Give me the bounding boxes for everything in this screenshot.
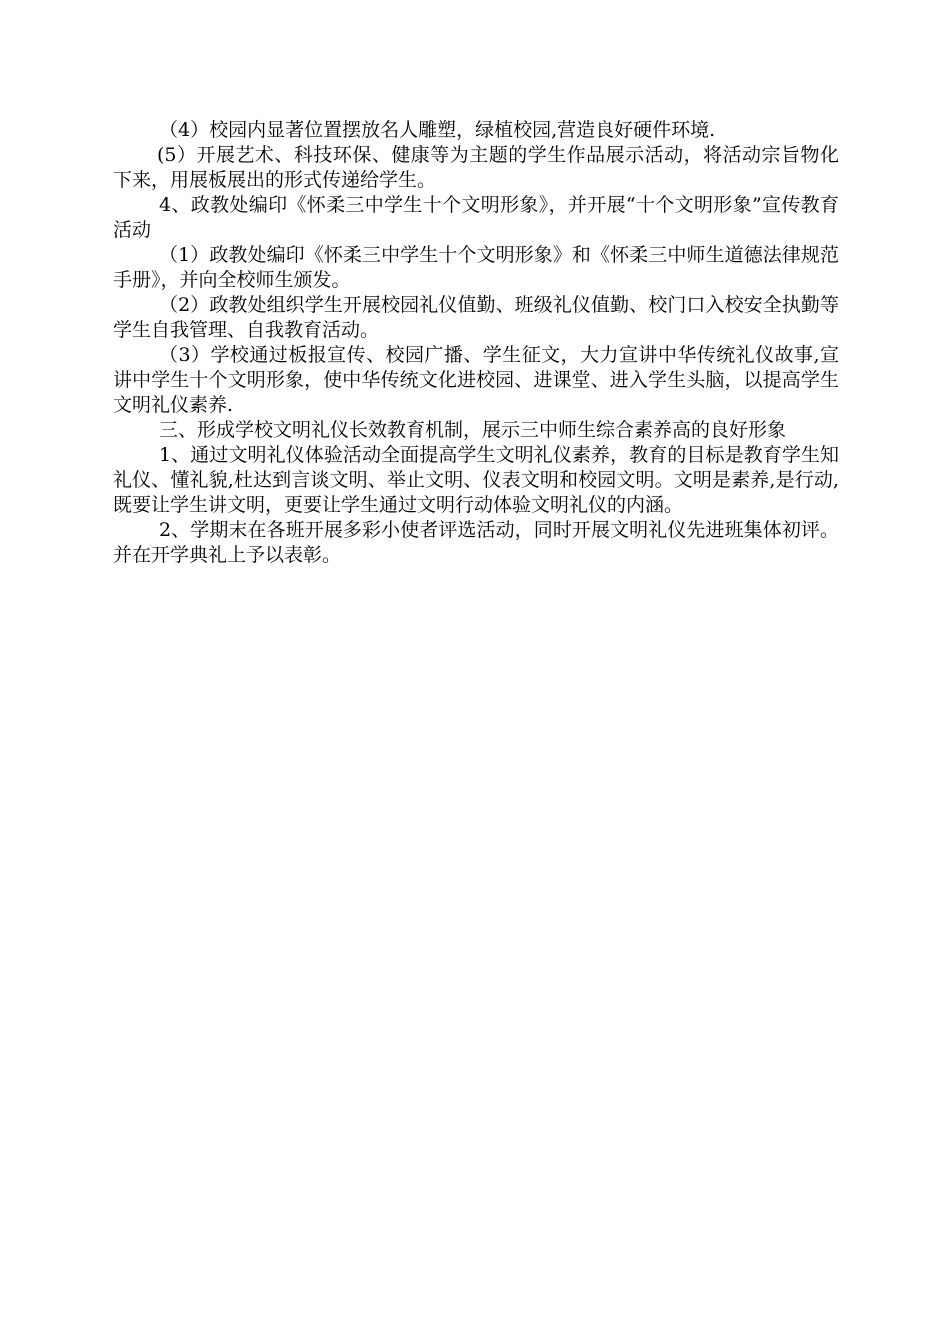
paragraph-section-4-item-1: （1）政教处编印《怀柔三中学生十个文明形象》和《怀柔三中师生道德法律规范手册》，并向全校师生颁发。 bbox=[113, 244, 839, 291]
paragraph-section-4-heading: 4、政教处编印《怀柔三中学生十个文明形象》，并开展“十个文明形象”宣传教育活动 bbox=[113, 194, 839, 241]
paragraph-section-3-item-1: 1、通过文明礼仪体验活动全面提高学生文明礼仪素养，教育的目标是教育学生知礼仪、懂礼貌,杜达到言谈文明、举止文明、仪表文明和校园文明。文明是素养,是行动,既要让学生讲文明，更要让学生通过文明行动体验文明礼仪的内涵。 bbox=[113, 444, 839, 516]
paragraph-section-3-item-2: 2、学期末在各班开展多彩小使者评选活动，同时开展文明礼仪先进班集体初评。并在开学典礼上予以表彰。 bbox=[113, 519, 839, 566]
paragraph-section-4-item-3: （3）学校通过板报宣传、校园广播、学生征文，大力宣讲中华传统礼仪故事,宣讲中学生十个文明形象，使中华传统文化进校园、进课堂、进入学生头脑，以提高学生文明礼仪素养. bbox=[113, 344, 839, 416]
document-body bbox=[113, 118, 839, 568]
paragraph-item-4: （4）校园内显著位置摆放名人雕塑，绿植校园,营造良好硬件环境. bbox=[159, 119, 716, 141]
paragraph-item-5: (5）开展艺术、科技环保、健康等为主题的学生作品展示活动，将活动宗旨物化下来，用展板展出的形式传递给学生。 bbox=[113, 144, 839, 191]
paragraph-section-4-item-2: （2）政教处组织学生开展校园礼仪值勤、班级礼仪值勤、校门口入校安全执勤等学生自我管理、自我教育活动。 bbox=[113, 294, 839, 341]
paragraph-section-3-heading: 三、形成学校文明礼仪长效教育机制，展示三中师生综合素养高的良好形象 bbox=[159, 419, 787, 441]
